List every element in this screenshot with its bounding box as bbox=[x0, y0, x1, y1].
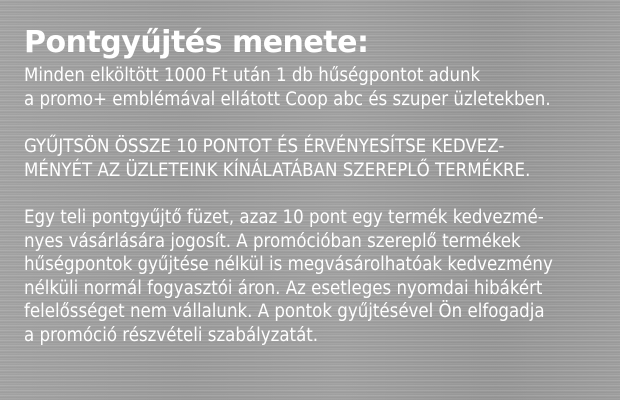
redeem-instruction-paragraph bbox=[24, 135, 614, 182]
text-line: nyes vásárlására jogosít. A promócióban szereplő termékek bbox=[24, 230, 521, 252]
page-title: Pontgyűjtés menete: bbox=[24, 25, 369, 60]
text-line: GYŰJTSÖN ÖSSZE 10 PONTOT ÉS ÉRVÉNYESÍTSE KEDVEZ- bbox=[24, 136, 505, 157]
text-line: nélküli normál fogyasztói áron. Az esetleges nyomdai hibákért bbox=[24, 277, 543, 299]
text-line: hűségpontok gyűjtése nélkül is megvásárolhatóak kedvezmény bbox=[24, 254, 553, 275]
points-earning-paragraph bbox=[24, 64, 614, 111]
terms-paragraph bbox=[24, 206, 614, 347]
text-line: Minden elköltött 1000 Ft után 1 db hűségpontot adunk bbox=[24, 65, 481, 86]
text-line: a promóció részvételi szabályzatát. bbox=[24, 324, 319, 346]
info-panel bbox=[24, 26, 614, 347]
text-line: felelősséget nem vállalunk. A pontok gyűjtésével Ön elfogadja bbox=[24, 301, 545, 322]
text-line: a promo+ emblémával ellátott Coop abc és szuper üzletekben. bbox=[24, 88, 551, 110]
text-line: Egy teli pontgyűjtő füzet, azaz 10 pont egy termék kedvezmé- bbox=[24, 207, 544, 228]
text-line: MÉNYÉT AZ ÜZLETEINK KÍNÁLATÁBAN SZEREPLŐ TERMÉKRE. bbox=[24, 159, 531, 181]
